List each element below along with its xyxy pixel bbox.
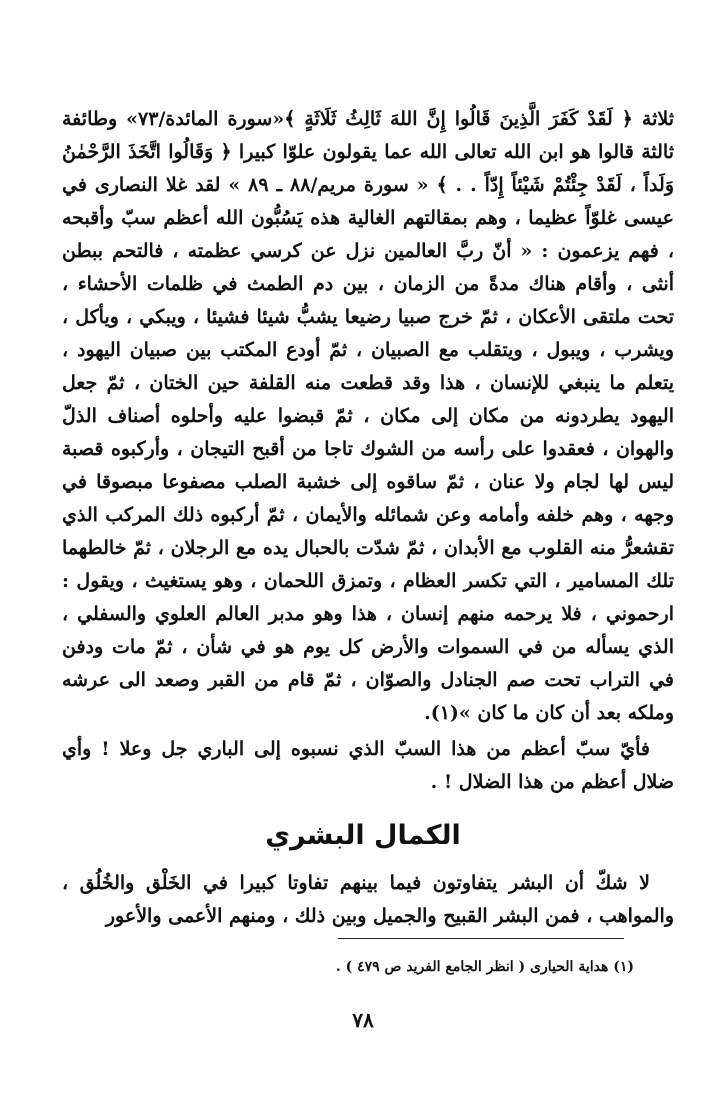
body-paragraph-section: لا شكّ أن البشر يتفاوتون فيما بينهم تفاوتا كبيرا في الخَلْق والخُلُق ، والمواهب ، فمن البشر القبيح والجميل وبين ذلك ، ومنهم الأعمى والأعور xyxy=(62,872,674,927)
body-paragraph-conclusion: فأيّ سبّ أعظم من هذا السبّ الذي نسبوه إلى الباري جل وعلا ! وأي ضلال أعظم من هذا الضلال ! . xyxy=(62,738,674,793)
body-paragraph-main: ثلاثة ﴿ لَقَدْ كَفَرَ الَّذِينَ قَالُوا إِنَّ اللهَ ثَالِثُ ثَلَاثَةٍ ﴾«سورة المائدة/٧٣» وطائفة ثالثة قالوا هو ابن الله تعالى الله عما يقولون علوّا كبيرا ﴿ وَقَالُوا اتَّخَذَ الرَّحْمٰنُ وَلَداً ، لَقَدْ جِئْتُمْ شَيْئاً إِدّاً . . ﴾ « سورة مريم/٨٨ ـ ٨٩ » لقد غلا النصارى في عيسى غلوّاً عظيما ، وهم بمقالتهم الغالية هذه يَسُبُّون الله أعظم سبّ وأقبحه ، فهم يزعمون : « أنّ ربَّ العالمين نزل عن كرسي عظمته ، فالتحم ببطن أنثى ، وأقام هناك مدةً من الزمان ، بين دم الطمث في ظلمات الأحشاء ، تحت ملتقى الأعكان ، ثمّ خرج صبيا رضيعا يشبُّ شيئا فشيئا ، ويبكي ، ويأكل ، ويشرب ، ويبول ، ويتقلب مع الصبيان ، ثمّ أودع المكتب بين صبيان اليهود ، يتعلم ما ينبغي للإنسان ، هذا وقد قطعت منه القلفة حين الختان ، ثمّ جعل اليهود يطردونه من مكان إلى مكان ، ثمّ قبضوا عليه وأحلوه أصناف الذلّ والهوان ، فعقدوا على رأسه من الشوك تاجا من أقبح التيجان ، وأركبوه قصبة ليس لها لجام ولا عنان ، ثمّ ساقوه إلى خشبة الصلب مصفوعا مبصوقا في وجهه ، وهم خلفه وأمامه وعن شمائله والأيمان ، ثمّ أركبوه ذلك المركب الذي تقشعرُّ منه القلوب مع الأبدان ، ثمّ شدّت بالحبال يده مع الرجلان ، ثمّ خالطهما تلك المسامير ، التي تكسر العظام ، وتمزق اللحمان ، وهو يستغيث ، ويقول : ارحموني ، فلا يرحمه منهم إنسان ، هذا وهو مدبر العالم العلوي والسفلي ، الذي يسأله من في السموات والأرض كل يوم هو في شأن ، ثمّ مات ودفن في التراب تحت صم الجنادل والصوّان ، ثمّ قام من القبر وصعد الى عرشه وملكه بعد أن كان ما كان »(١). xyxy=(62,108,674,724)
page-number: ٧٨ xyxy=(352,1008,374,1032)
footnote-divider xyxy=(338,938,624,939)
footnote: (١) هداية الحيارى ( انظر الجامع الفريد ص ٤٧٩ ) . xyxy=(335,959,634,975)
section-heading: الكمال البشري xyxy=(265,820,461,852)
